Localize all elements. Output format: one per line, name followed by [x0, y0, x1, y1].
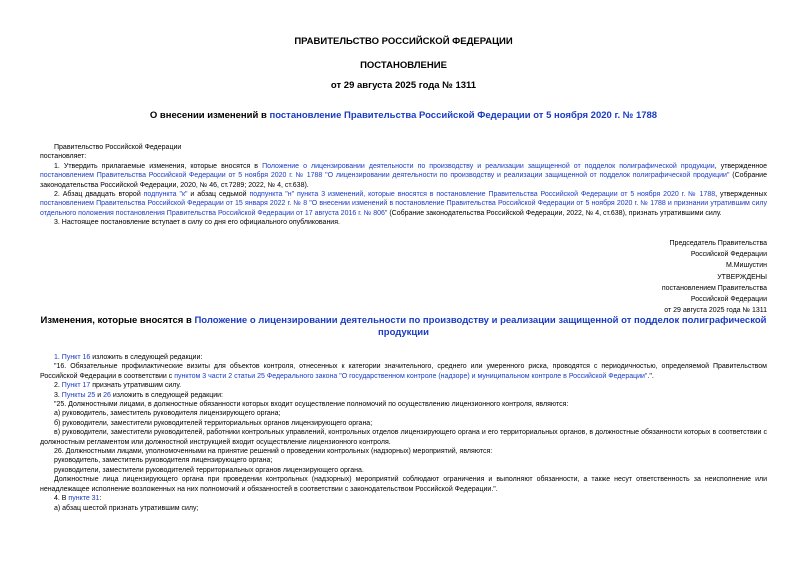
changes-title-prefix: Изменения, которые вносятся в: [40, 315, 195, 326]
p1-link-regulation[interactable]: Положение о лицензировании деятельности по производству и реализации защищенной от подделок полиграфической продукции: [262, 162, 715, 170]
quote-26-line-1: руководитель, заместитель руководителя лицензирующего органа;: [54, 457, 273, 465]
point-16-link[interactable]: 1. Пункт 16: [54, 354, 91, 361]
point-17-link[interactable]: Пункт 17: [61, 382, 91, 390]
change-3-and: и: [95, 391, 104, 399]
p1-text-c: (Собрание законодательства Российской Федерации, 2020, № 46, ст.7289; 2022, № 4, ст.638).: [40, 172, 767, 189]
point-31-link[interactable]: пункте 31: [68, 495, 100, 503]
signature-line-3: М.Мишустин: [725, 262, 767, 270]
p2-text-c: , утвержденных: [715, 191, 768, 199]
change-2-num: 2.: [54, 382, 62, 390]
signature-line-1: Председатель Правительства: [669, 240, 767, 247]
paragraph-2: [40, 190, 767, 218]
government-name: ПРАВИТЕЛЬСТВО РОССИЙСКОЙ ФЕДЕРАЦИИ: [294, 36, 513, 47]
p2-text-b: и абзац седьмой: [187, 191, 250, 199]
change-item-4: [40, 494, 767, 503]
p2-link-subpoint-n[interactable]: подпункта "н" пункта 3 изменений, которые вносятся в постановление Правительства Российской Федерации от 5 ноября 2020 г. № 1788: [249, 191, 716, 199]
intro-line-2: постановляет:: [40, 153, 87, 161]
approved-line-3: Российской Федерации: [690, 296, 767, 304]
point-25-link[interactable]: Пункты 25: [61, 391, 96, 399]
change-4-colon: :: [99, 495, 102, 503]
approved-line-4: от 29 августа 2025 года № 1311: [664, 307, 767, 315]
quote-26-line-3: Должностные лица лицензирующего органа при проведении контрольных (надзорных) мероприятий соблюдают ограничения и выполняют обязанности, а также несут ответственность за неисполнение или ненадлежащее исполнение возложенных на них полномочий и обязанностей в соответствии с законодательством Российской Федерации.".: [40, 476, 767, 493]
change-3-num: 3.: [54, 391, 62, 399]
document-kind: ПОСТАНОВЛЕНИЕ: [360, 60, 447, 71]
change-item-1: [40, 353, 767, 362]
point-26-link[interactable]: 26: [103, 391, 111, 399]
change-2-text: признать утратившим силу.: [90, 382, 182, 390]
document-title: [40, 110, 767, 122]
quote-25-b: б) руководители, заместители руководителей территориальных органов лицензирующего органа;: [54, 419, 373, 427]
p1-link-decree[interactable]: постановлением Правительства Российской Федерации от 5 ноября 2020 г. № 1788 "О лицензировании деятельности по производству и реализации защищенной от подделок полиграфической продукции": [40, 172, 730, 180]
paragraph-3: 3. Настоящее постановление вступает в силу со дня его официального опубликования.: [54, 219, 340, 227]
change-1-text: изложить в следующей редакции:: [90, 354, 203, 361]
changes-heading: [40, 315, 767, 339]
intro-line-1: Правительство Российской Федерации: [54, 144, 182, 151]
change-4-a: а) абзац шестой признать утратившим силу;: [54, 504, 199, 512]
title-prefix: О внесении изменений в: [149, 110, 270, 121]
approved-line-2: постановлением Правительства: [661, 284, 767, 292]
changes-body: [40, 353, 767, 513]
quote-16-text-a: "16. Обязательные профилактические визиты для объектов контроля, отнесенных к категории значительного, среднего или умеренного риска, проводятся с периодичностью, определяемой Правительством Российской Федерации в соответствии с: [40, 363, 767, 380]
quote-point-25: "25. Должностными лицами, в должностные обязанности которых входит осуществление полномочий по осуществлению лицензионного контроля, являются:: [54, 401, 569, 409]
p2-text-a: 2. Абзац двадцать второй: [54, 191, 144, 199]
change-3-text: изложить в следующей редакции:: [110, 391, 223, 399]
signature-line-2: Российской Федерации: [690, 251, 767, 259]
p2-text-d: (Собрание законодательства Российской Федерации, 2022, № 4, ст.638), признать утратившими силу.: [387, 209, 722, 217]
federal-law-link[interactable]: пунктом 3 части 2 статьи 25 Федерального закона "О государственном контроле (надзоре) и муниципальном контроле в Российской Федерации": [174, 372, 648, 380]
p2-link-subpoint-k[interactable]: подпункта "к": [143, 191, 188, 199]
changes-title-link[interactable]: Положение о лицензировании деятельности по производству и реализации защищенной от подделок полиграфической продукции: [194, 315, 767, 338]
document-header: [40, 36, 767, 122]
change-item-2: [40, 381, 767, 390]
approved-line-1: УТВЕРЖДЕНЫ: [717, 273, 767, 281]
title-link[interactable]: постановление Правительства Российской Федерации от 5 ноября 2020 г. № 1788: [269, 110, 658, 121]
p1-text-a: 1. Утвердить прилагаемые изменения, которые вносятся в: [54, 162, 263, 170]
changes-title: [40, 315, 767, 339]
p1-text-b: , утвержденное: [714, 162, 768, 170]
change-4-num: 4. В: [54, 495, 69, 503]
quote-point-16: [40, 362, 767, 381]
p2-link-decree-8[interactable]: постановлением Правительства Российской Федерации от 15 января 2022 г. № 8 "О внесении изменений в постановление Правительства Российской Федерации от 5 ноября 2020 г. № 1788 и признании утратившим силу отдельного положения постановления Правительства Российской Федерации от 17 августа 2016 г. № 806": [40, 200, 767, 217]
signature-block: [40, 238, 767, 316]
quote-26-line-2: руководители, заместители руководителей территориальных органов лицензирующего органа.: [54, 466, 364, 474]
quote-point-26: 26. Должностными лицами, уполномоченными на принятие решений о проведении контрольных (надзорных) мероприятий, являются:: [54, 448, 493, 456]
quote-25-v: в) руководители, заместители руководителей, работники контрольных управлений, контрольных отделов лицензирующего органа и его территориальных органов, в должностные обязанности которых в соответствии с должностным регламентом или должностной инструкцией входит осуществление лицензионного контроля.: [40, 429, 767, 446]
paragraph-1: [40, 162, 767, 190]
quote-25-a: а) руководитель, заместитель руководителя лицензирующего органа;: [54, 410, 281, 418]
decree-body: [40, 143, 767, 228]
quote-16-text-b: .".: [647, 372, 654, 380]
change-item-3: [40, 391, 767, 400]
document-date: от 29 августа 2025 года № 1311: [330, 80, 477, 91]
